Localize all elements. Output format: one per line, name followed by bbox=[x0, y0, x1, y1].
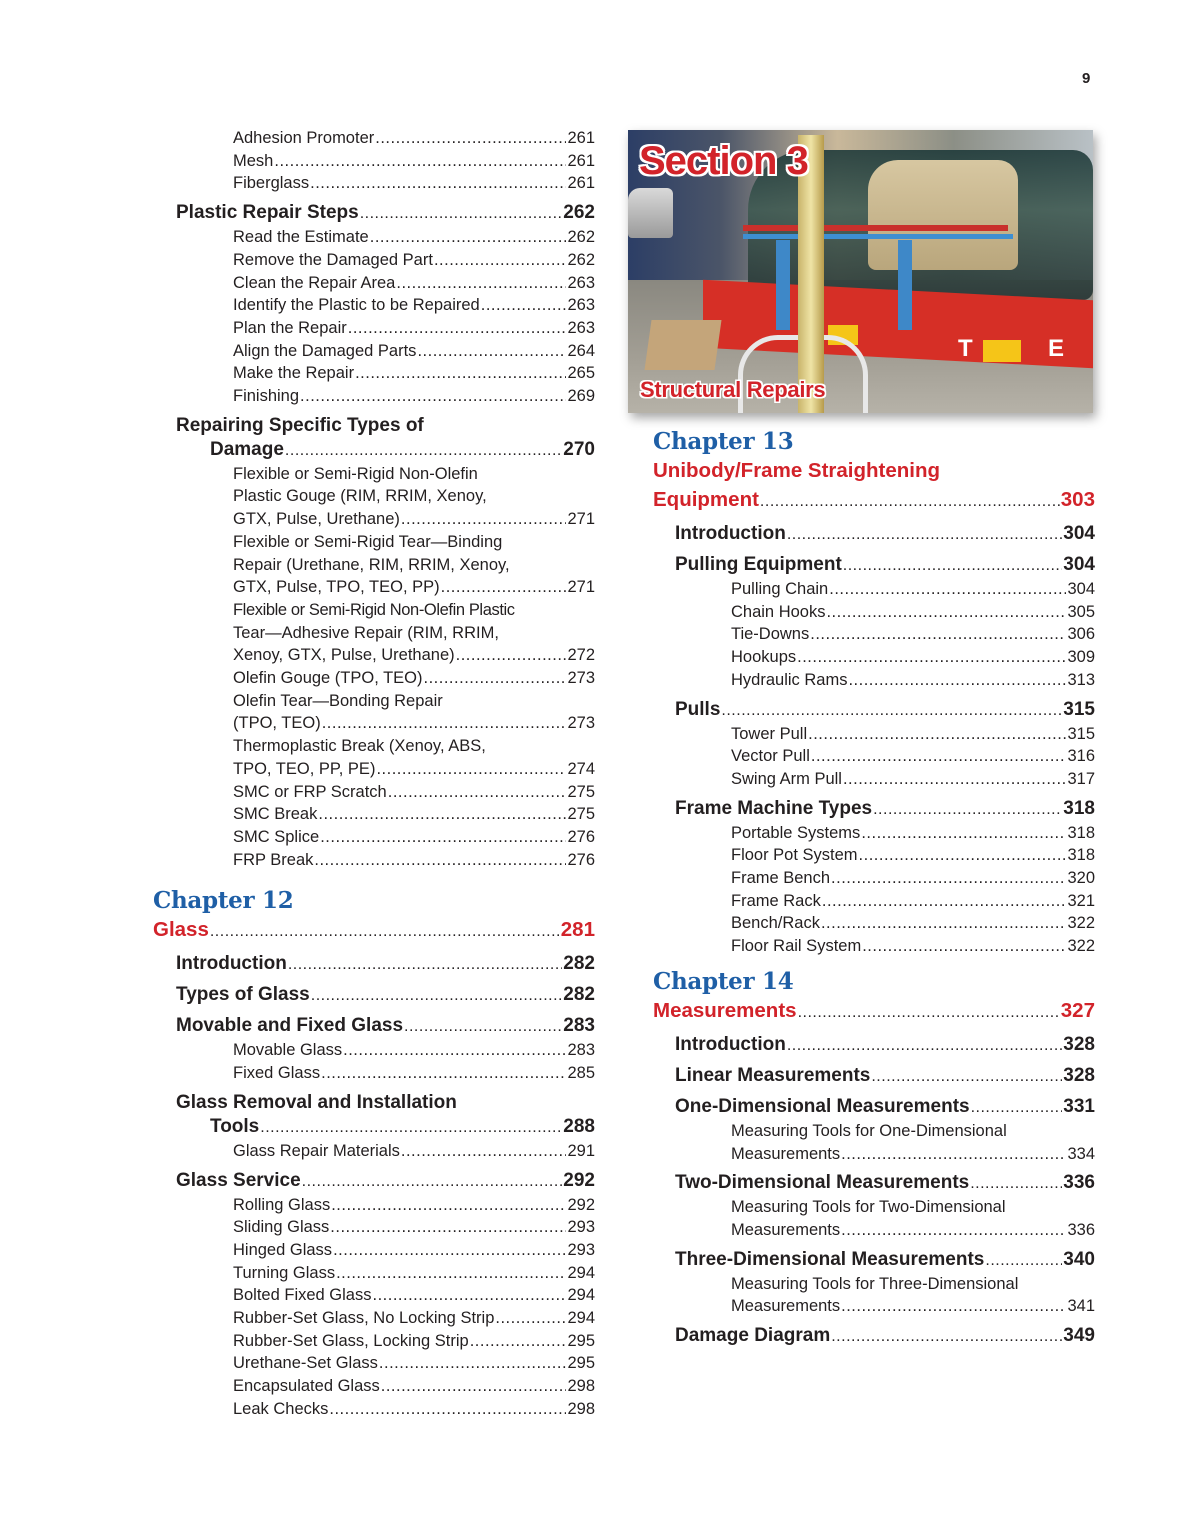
leader-dots bbox=[760, 487, 1060, 516]
leader-dots bbox=[360, 202, 563, 226]
leader-dots bbox=[843, 768, 1067, 791]
leader-dots bbox=[831, 1325, 1062, 1349]
toc-entry-line: Tear—Adhesive Repair (RIM, RRIM, bbox=[233, 623, 499, 642]
section-photo bbox=[628, 130, 1093, 413]
leader-dots bbox=[320, 826, 566, 849]
toc-entry[interactable]: SMC Break ..... 275 bbox=[153, 803, 595, 826]
toc-entry[interactable]: Identify the Plastic to be Repaired ..... 263 bbox=[153, 294, 595, 317]
toc-section[interactable]: Movable and Fixed Glass ..... 283 bbox=[153, 1014, 595, 1039]
toc-entry[interactable]: Hinged Glass ..... 293 bbox=[153, 1239, 595, 1262]
toc-entry-line: Measuring Tools for Two-Dimensional bbox=[731, 1198, 1006, 1217]
leader-dots bbox=[829, 578, 1066, 601]
leader-dots bbox=[826, 601, 1066, 624]
leader-dots bbox=[871, 1065, 1062, 1089]
toc-entry[interactable]: Measurements ..... 334 bbox=[653, 1143, 1095, 1166]
toc-entry-line: Plastic Gouge (RIM, RRIM, Xenoy, bbox=[233, 487, 487, 506]
toc-section[interactable]: Pulls ..... 315 bbox=[653, 698, 1095, 723]
toc-section[interactable]: Introduction ..... 328 bbox=[653, 1033, 1095, 1058]
toc-entry[interactable]: GTX, Pulse, TPO, TEO, PP) ..... 271 bbox=[153, 576, 595, 599]
leader-dots bbox=[370, 226, 567, 249]
toc-entry[interactable]: Leak Checks ..... 298 bbox=[153, 1398, 595, 1421]
leader-dots bbox=[314, 849, 566, 872]
toc-entry[interactable]: Mesh ..... 261 bbox=[153, 150, 595, 173]
leader-dots bbox=[321, 1062, 566, 1085]
toc-entry[interactable]: Portable Systems ..... 318 bbox=[653, 822, 1095, 845]
leader-dots bbox=[396, 272, 566, 295]
leader-dots bbox=[873, 798, 1062, 822]
leader-dots bbox=[375, 127, 566, 150]
leader-dots bbox=[861, 822, 1066, 845]
leader-dots bbox=[843, 554, 1063, 578]
toc-section[interactable]: Damage Diagram ..... 349 bbox=[653, 1324, 1095, 1349]
toc-entry[interactable]: Olefin Gouge (TPO, TEO) ..... 273 bbox=[153, 667, 595, 690]
toc-entry[interactable]: Frame Rack ..... 321 bbox=[653, 890, 1095, 913]
section-title: Structural Repairs bbox=[640, 377, 826, 402]
leader-dots bbox=[848, 669, 1066, 692]
toc-entry[interactable]: FRP Break ..... 276 bbox=[153, 849, 595, 872]
leader-dots bbox=[862, 935, 1066, 958]
photo-white-car bbox=[628, 188, 673, 238]
leader-dots bbox=[808, 723, 1066, 746]
toc-entry[interactable]: Bolted Fixed Glass ..... 294 bbox=[153, 1284, 595, 1307]
toc-entry[interactable]: (TPO, TEO) ..... 273 bbox=[153, 712, 595, 735]
chapter-label: Chapter 13 bbox=[653, 428, 794, 455]
leader-dots bbox=[841, 1295, 1066, 1318]
toc-entry[interactable]: Align the Damaged Parts ..... 264 bbox=[153, 340, 595, 363]
toc-entry[interactable]: Movable Glass ..... 283 bbox=[153, 1039, 595, 1062]
leader-dots bbox=[288, 953, 562, 977]
toc-right-column bbox=[653, 428, 1095, 1349]
photo-measuring-bar bbox=[743, 225, 1008, 231]
toc-section[interactable]: Pulling Equipment ..... 304 bbox=[653, 553, 1095, 578]
toc-entry[interactable]: Frame Bench ..... 320 bbox=[653, 867, 1095, 890]
section-label: Section 3 bbox=[639, 139, 808, 183]
toc-section[interactable]: Tools ..... 288 bbox=[153, 1115, 595, 1140]
toc-entry-line: Thermoplastic Break (Xenoy, ABS, bbox=[233, 737, 486, 756]
leader-dots bbox=[348, 317, 567, 340]
leader-dots bbox=[311, 984, 563, 1008]
leader-dots bbox=[285, 439, 562, 463]
toc-entry[interactable]: Clean the Repair Area ..... 263 bbox=[153, 272, 595, 295]
toc-entry[interactable]: Hookups ..... 309 bbox=[653, 646, 1095, 669]
toc-section[interactable]: One-Dimensional Measurements ..... 331 bbox=[653, 1095, 1095, 1120]
photo-box bbox=[644, 320, 721, 370]
bench-letter: E bbox=[1048, 335, 1065, 362]
toc-entry[interactable]: Finishing ..... 269 bbox=[153, 385, 595, 408]
leader-dots bbox=[329, 1398, 566, 1421]
leader-dots bbox=[401, 1140, 567, 1163]
leader-dots bbox=[798, 998, 1060, 1027]
toc-entry[interactable]: Measurements ..... 336 bbox=[653, 1219, 1095, 1242]
leader-dots bbox=[404, 1015, 562, 1039]
toc-entry[interactable]: Fiberglass ..... 261 bbox=[153, 172, 595, 195]
leader-dots bbox=[372, 1284, 566, 1307]
toc-entry[interactable]: Encapsulated Glass ..... 298 bbox=[153, 1375, 595, 1398]
toc-entry[interactable]: Hydraulic Rams ..... 313 bbox=[653, 669, 1095, 692]
leader-dots bbox=[841, 1219, 1066, 1242]
leader-dots bbox=[376, 758, 566, 781]
leader-dots bbox=[831, 867, 1066, 890]
leader-dots bbox=[274, 150, 566, 173]
leader-dots bbox=[495, 1307, 566, 1330]
toc-entry[interactable]: Vector Pull ..... 316 bbox=[653, 745, 1095, 768]
toc-entry-line: Flexible or Semi-Rigid Non-Olefin bbox=[233, 464, 478, 483]
leader-dots bbox=[388, 781, 567, 804]
toc-entry[interactable]: Rubber-Set Glass, No Locking Strip ..... 294 bbox=[153, 1307, 595, 1330]
leader-dots bbox=[456, 644, 567, 667]
toc-section[interactable]: Frame Machine Types ..... 318 bbox=[653, 797, 1095, 822]
toc-entry[interactable]: Fixed Glass ..... 285 bbox=[153, 1062, 595, 1085]
toc-section[interactable]: Three-Dimensional Measurements ..... 340 bbox=[653, 1248, 1095, 1273]
toc-section-plastic-repair-steps[interactable]: Plastic Repair Steps ..... 262 bbox=[153, 201, 595, 226]
leader-dots bbox=[985, 1249, 1062, 1273]
toc-entry[interactable]: Make the Repair ..... 265 bbox=[153, 362, 595, 385]
toc-entry[interactable]: SMC Splice ..... 276 bbox=[153, 826, 595, 849]
leader-dots bbox=[210, 917, 560, 946]
leader-dots bbox=[333, 1239, 566, 1262]
toc-entry[interactable]: Tie-Downs ..... 306 bbox=[653, 623, 1095, 646]
leader-dots bbox=[336, 1262, 566, 1285]
toc-entry[interactable]: Plan the Repair ..... 263 bbox=[153, 317, 595, 340]
toc-entry[interactable]: Measurements ..... 341 bbox=[653, 1295, 1095, 1318]
toc-section[interactable]: Types of Glass ..... 282 bbox=[153, 983, 595, 1008]
toc-entry-line: Repair (Urethane, RIM, RRIM, Xenoy, bbox=[233, 555, 510, 574]
leader-dots bbox=[841, 1143, 1066, 1166]
chapter-title-glass[interactable]: Glass ..... 281 bbox=[153, 915, 595, 946]
toc-entry[interactable]: GTX, Pulse, Urethane) ..... 271 bbox=[153, 508, 595, 531]
toc-entry[interactable]: Xenoy, GTX, Pulse, Urethane) ..... 272 bbox=[153, 644, 595, 667]
photo-car-interior bbox=[868, 160, 1018, 270]
toc-entry-line: Flexible or Semi-Rigid Tear—Binding bbox=[233, 532, 503, 551]
leader-dots bbox=[417, 340, 566, 363]
toc-entry[interactable]: Remove the Damaged Part ..... 262 bbox=[153, 249, 595, 272]
toc-section[interactable]: Introduction ..... 304 bbox=[653, 522, 1095, 547]
leader-dots bbox=[971, 1096, 1063, 1120]
toc-entry[interactable]: Floor Rail System ..... 322 bbox=[653, 935, 1095, 958]
leader-dots bbox=[721, 699, 1062, 723]
leader-dots bbox=[310, 172, 566, 195]
toc-entry[interactable]: Pulling Chain ..... 304 bbox=[653, 578, 1095, 601]
photo-measuring-bar bbox=[743, 234, 1013, 239]
leader-dots bbox=[821, 912, 1067, 935]
leader-dots bbox=[859, 844, 1067, 867]
leader-dots bbox=[822, 890, 1067, 913]
chapter-label: Chapter 12 bbox=[153, 887, 294, 915]
photo-stand bbox=[776, 240, 790, 330]
toc-entry-line: Olefin Tear—Bonding Repair bbox=[233, 691, 443, 710]
toc-entry[interactable]: SMC or FRP Scratch ..... 275 bbox=[153, 781, 595, 804]
toc-section[interactable]: Linear Measurements ..... 328 bbox=[653, 1064, 1095, 1089]
toc-entry[interactable]: Bench/Rack ..... 322 bbox=[653, 912, 1095, 935]
leader-dots bbox=[970, 1172, 1062, 1196]
photo-clamp bbox=[983, 340, 1021, 362]
leader-dots bbox=[379, 1352, 567, 1375]
toc-section[interactable]: Glass Service ..... 292 bbox=[153, 1169, 595, 1194]
leader-dots bbox=[302, 1170, 563, 1194]
chapter-title-measurements[interactable]: Measurements ..... 327 bbox=[653, 996, 1095, 1027]
toc-entry[interactable]: Chain Hooks ..... 305 bbox=[653, 601, 1095, 624]
leader-dots bbox=[787, 523, 1062, 547]
leader-dots bbox=[401, 508, 567, 531]
chapter-label: Chapter 14 bbox=[653, 967, 794, 995]
chapter-title-equipment[interactable]: Equipment ..... 303 bbox=[653, 485, 1095, 516]
toc-entry[interactable]: Floor Pot System ..... 318 bbox=[653, 844, 1095, 867]
leader-dots bbox=[787, 1034, 1062, 1058]
leader-dots bbox=[481, 294, 567, 317]
toc-entry[interactable]: Urethane-Set Glass ..... 295 bbox=[153, 1352, 595, 1375]
leader-dots bbox=[260, 1116, 562, 1140]
toc-section[interactable]: Two-Dimensional Measurements ..... 336 bbox=[653, 1171, 1095, 1196]
toc-left-column bbox=[153, 127, 595, 1421]
leader-dots bbox=[441, 576, 567, 599]
leader-dots bbox=[355, 362, 566, 385]
toc-section-repairing-specific[interactable]: Damage ..... 270 bbox=[153, 438, 595, 463]
leader-dots bbox=[470, 1330, 567, 1353]
photo-stand bbox=[898, 240, 912, 330]
page-number: 9 bbox=[1082, 70, 1091, 87]
toc-entry[interactable]: Swing Arm Pull ..... 317 bbox=[653, 768, 1095, 791]
leader-dots bbox=[434, 249, 567, 272]
toc-entry[interactable]: Sliding Glass ..... 293 bbox=[153, 1216, 595, 1239]
leader-dots bbox=[797, 646, 1066, 669]
toc-entry-line: Flexible or Semi-Rigid Non-Olefin Plastic bbox=[233, 600, 515, 619]
leader-dots bbox=[811, 745, 1067, 768]
toc-section-title-line: Repairing Specific Types of bbox=[176, 414, 424, 436]
leader-dots bbox=[810, 623, 1066, 646]
leader-dots bbox=[331, 1194, 566, 1217]
toc-entry[interactable]: Rubber-Set Glass, Locking Strip ..... 295 bbox=[153, 1330, 595, 1353]
toc-section-title-line: Glass Removal and Installation bbox=[176, 1091, 457, 1113]
chapter-title-line: Unibody/Frame Straightening bbox=[653, 459, 941, 482]
leader-dots bbox=[343, 1039, 566, 1062]
toc-entry[interactable]: Read the Estimate ..... 262 bbox=[153, 226, 595, 249]
toc-entry-line: Measuring Tools for Three-Dimensional bbox=[731, 1274, 1019, 1293]
bench-letter: T bbox=[958, 335, 973, 362]
toc-entry[interactable]: Glass Repair Materials ..... 291 bbox=[153, 1140, 595, 1163]
leader-dots bbox=[322, 712, 567, 735]
leader-dots bbox=[318, 803, 566, 826]
toc-entry[interactable]: Adhesion Promoter ..... 261 bbox=[153, 127, 595, 150]
leader-dots bbox=[381, 1375, 567, 1398]
toc-entry-line: Measuring Tools for One-Dimensional bbox=[731, 1121, 1007, 1140]
toc-entry[interactable]: TPO, TEO, PP, PE) ..... 274 bbox=[153, 758, 595, 781]
leader-dots bbox=[300, 385, 566, 408]
toc-entry[interactable]: Turning Glass ..... 294 bbox=[153, 1262, 595, 1285]
leader-dots bbox=[330, 1216, 566, 1239]
toc-entry[interactable]: Tower Pull ..... 315 bbox=[653, 723, 1095, 746]
toc-section[interactable]: Introduction ..... 282 bbox=[153, 952, 595, 977]
toc-entry[interactable]: Rolling Glass ..... 292 bbox=[153, 1194, 595, 1217]
leader-dots bbox=[424, 667, 567, 690]
